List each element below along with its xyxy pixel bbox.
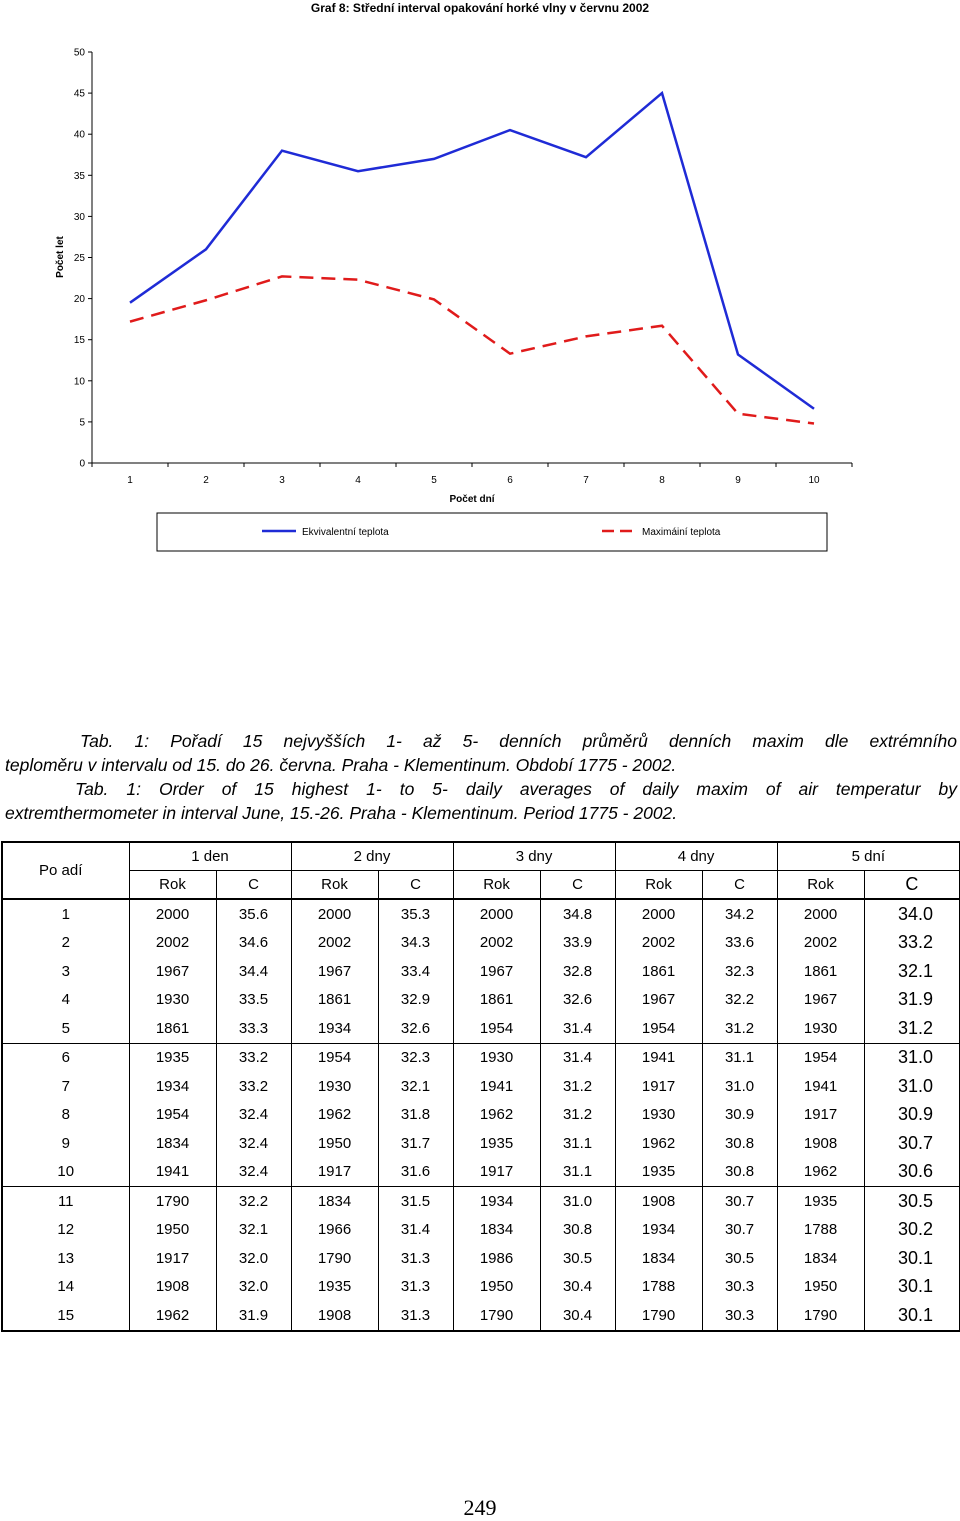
table-row	[2, 1216, 960, 1245]
table-row	[2, 1014, 960, 1043]
rank-cell: 2	[2, 929, 129, 958]
temp-cell: 32.1	[216, 1216, 291, 1245]
year-cell: 1861	[453, 986, 540, 1015]
rank-cell: 9	[2, 1129, 129, 1158]
year-cell: 1935	[453, 1129, 540, 1158]
rank-cell: 7	[2, 1072, 129, 1101]
year-cell: 1935	[291, 1273, 378, 1302]
year-header: Rok	[291, 871, 378, 900]
table-row	[2, 929, 960, 958]
temp-cell: 34.4	[216, 957, 291, 986]
temp-cell: 33.4	[378, 957, 453, 986]
temp-cell: 32.3	[702, 957, 777, 986]
year-cell: 1950	[453, 1273, 540, 1302]
x-tick-label: 9	[735, 475, 741, 486]
year-header: Rok	[129, 871, 216, 900]
year-cell: 1954	[615, 1014, 702, 1043]
temp-cell: 31.4	[540, 1014, 615, 1043]
x-tick-label: 10	[808, 475, 820, 486]
temp-cell: 31.0	[864, 1043, 960, 1072]
temp-cell: 30.4	[540, 1301, 615, 1331]
group-header: 5 dní	[777, 842, 960, 871]
ranking-table	[1, 841, 960, 1332]
temp-cell: 32.1	[864, 957, 960, 986]
temp-cell: 32.0	[216, 1273, 291, 1302]
year-cell: 1934	[291, 1014, 378, 1043]
temp-cell: 30.8	[540, 1216, 615, 1245]
year-cell: 1908	[129, 1273, 216, 1302]
year-cell: 1967	[291, 957, 378, 986]
temp-cell: 32.3	[378, 1043, 453, 1072]
year-cell: 1986	[453, 1244, 540, 1273]
x-tick-label: 7	[583, 475, 589, 486]
temp-header: C	[864, 871, 960, 900]
year-cell: 1861	[291, 986, 378, 1015]
temp-header: C	[378, 871, 453, 900]
page-number: 249	[463, 1495, 497, 1520]
year-cell: 1941	[453, 1072, 540, 1101]
chart-title: Graf 8: Střední interval opakování horké vlny v červnu 2002	[310, 1, 650, 15]
year-cell: 2000	[291, 899, 378, 929]
year-cell: 1967	[129, 957, 216, 986]
year-cell: 1941	[615, 1043, 702, 1072]
temp-cell: 30.5	[540, 1244, 615, 1273]
year-cell: 1954	[777, 1043, 864, 1072]
temp-cell: 34.3	[378, 929, 453, 958]
temp-cell: 32.0	[216, 1244, 291, 1273]
year-cell: 1861	[615, 957, 702, 986]
year-cell: 1967	[777, 986, 864, 1015]
table-row	[2, 1187, 960, 1216]
group-header: 2 dny	[291, 842, 453, 871]
legend-label: Maximáiní teplota	[642, 527, 721, 538]
year-cell: 1930	[615, 1101, 702, 1130]
temp-cell: 30.9	[702, 1101, 777, 1130]
temp-cell: 30.2	[864, 1216, 960, 1245]
table-row	[2, 1244, 960, 1273]
temp-cell: 30.1	[864, 1301, 960, 1331]
rank-cell: 10	[2, 1158, 129, 1187]
group-header: 3 dny	[453, 842, 615, 871]
year-cell: 1908	[615, 1187, 702, 1216]
legend-label: Ekvivalentní teplota	[302, 527, 389, 538]
temp-cell: 31.9	[216, 1301, 291, 1331]
temp-cell: 32.4	[216, 1101, 291, 1130]
chart-legend	[157, 513, 827, 551]
y-tick-label: 25	[73, 253, 85, 264]
temp-cell: 31.2	[702, 1014, 777, 1043]
temp-cell: 34.8	[540, 899, 615, 929]
year-cell: 1834	[615, 1244, 702, 1273]
temp-cell: 31.1	[540, 1158, 615, 1187]
table-row	[2, 899, 960, 929]
temp-cell: 35.6	[216, 899, 291, 929]
chart-ticks	[74, 48, 852, 487]
year-cell: 1861	[777, 957, 864, 986]
year-cell: 1908	[777, 1129, 864, 1158]
x-tick-label: 5	[431, 475, 437, 486]
temp-cell: 31.3	[378, 1273, 453, 1302]
year-cell: 1788	[615, 1273, 702, 1302]
y-tick-label: 15	[73, 335, 85, 347]
year-cell: 1934	[453, 1187, 540, 1216]
caption-cz-line2: teploměru v intervalu od 15. do 26. června. Praha - Klementinum. Období 1775 - 2002.	[5, 755, 677, 776]
temp-cell: 30.7	[702, 1216, 777, 1245]
year-cell: 1962	[777, 1158, 864, 1187]
table-row	[2, 986, 960, 1015]
year-cell: 1935	[129, 1043, 216, 1072]
temp-cell: 30.5	[702, 1244, 777, 1273]
year-cell: 1834	[129, 1129, 216, 1158]
temp-cell: 30.1	[864, 1273, 960, 1302]
year-cell: 1950	[129, 1216, 216, 1245]
temp-cell: 30.7	[702, 1187, 777, 1216]
year-cell: 1962	[453, 1101, 540, 1130]
x-tick-label: 4	[355, 475, 361, 486]
year-cell: 1950	[777, 1273, 864, 1302]
year-cell: 1834	[777, 1244, 864, 1273]
year-cell: 1935	[615, 1158, 702, 1187]
temp-cell: 30.8	[702, 1158, 777, 1187]
y-tick-label: 5	[79, 417, 85, 429]
table-row	[2, 1273, 960, 1302]
caption-en-line2: extremthermometer in interval June, 15.-26. Praha - Klementinum. Period 1775 - 2002.	[5, 803, 678, 824]
table-row	[2, 1072, 960, 1101]
temp-header: C	[216, 871, 291, 900]
rank-cell: 6	[2, 1043, 129, 1072]
temp-cell: 34.6	[216, 929, 291, 958]
year-cell: 2002	[615, 929, 702, 958]
temp-cell: 33.2	[216, 1072, 291, 1101]
year-cell: 2000	[777, 899, 864, 929]
y-tick-label: 35	[73, 170, 85, 182]
temp-cell: 31.2	[864, 1014, 960, 1043]
y-tick-label: 30	[73, 211, 85, 223]
x-tick-label: 1	[127, 475, 133, 486]
year-cell: 1967	[615, 986, 702, 1015]
year-cell: 1934	[129, 1072, 216, 1101]
year-cell: 2000	[453, 899, 540, 929]
rank-cell: 1	[2, 899, 129, 929]
temp-cell: 32.2	[216, 1187, 291, 1216]
x-tick-label: 6	[507, 475, 513, 486]
year-cell: 2002	[291, 929, 378, 958]
temp-cell: 32.8	[540, 957, 615, 986]
year-cell: 1962	[129, 1301, 216, 1331]
temp-cell: 32.4	[216, 1158, 291, 1187]
temp-cell: 31.6	[378, 1158, 453, 1187]
year-cell: 1967	[453, 957, 540, 986]
temp-cell: 31.3	[378, 1244, 453, 1273]
temp-cell: 30.9	[864, 1101, 960, 1130]
year-header: Rok	[777, 871, 864, 900]
caption-cz-line1: Tab. 1: Pořadí 15 nejvyšších 1- až 5- denních průměrů denních maxim dle extrémního	[80, 731, 957, 751]
table-row	[2, 1101, 960, 1130]
year-cell: 1790	[453, 1301, 540, 1331]
year-cell: 1917	[291, 1158, 378, 1187]
caption-en-line1: Tab. 1: Order of 15 highest 1- to 5- daily averages of daily maxim of air temperatur by	[75, 779, 957, 799]
rank-header: Po adí	[2, 842, 129, 899]
temp-cell: 31.8	[378, 1101, 453, 1130]
y-axis-title: Počet let	[55, 236, 66, 278]
year-cell: 1790	[129, 1187, 216, 1216]
year-cell: 1834	[453, 1216, 540, 1245]
year-cell: 1917	[777, 1101, 864, 1130]
year-cell: 1917	[129, 1244, 216, 1273]
temp-cell: 30.6	[864, 1158, 960, 1187]
temp-cell: 35.3	[378, 899, 453, 929]
temp-cell: 33.3	[216, 1014, 291, 1043]
temp-cell: 33.2	[864, 929, 960, 958]
year-cell: 1790	[777, 1301, 864, 1331]
year-header: Rok	[615, 871, 702, 900]
caption-czech	[5, 729, 957, 778]
temp-cell: 30.7	[864, 1129, 960, 1158]
year-cell: 1954	[291, 1043, 378, 1072]
temp-cell: 31.0	[864, 1072, 960, 1101]
rank-cell: 3	[2, 957, 129, 986]
table-row	[2, 1158, 960, 1187]
year-cell: 1930	[777, 1014, 864, 1043]
temp-cell: 31.0	[540, 1187, 615, 1216]
temp-cell: 32.4	[216, 1129, 291, 1158]
rank-cell: 8	[2, 1101, 129, 1130]
series-line-equivalent	[130, 93, 814, 409]
year-cell: 1941	[777, 1072, 864, 1101]
y-tick-label: 20	[73, 294, 85, 306]
temp-cell: 32.6	[378, 1014, 453, 1043]
temp-cell: 32.9	[378, 986, 453, 1015]
y-tick-label: 45	[73, 88, 85, 100]
temp-cell: 31.2	[540, 1072, 615, 1101]
year-cell: 2002	[777, 929, 864, 958]
table-row	[2, 1301, 960, 1331]
year-cell: 1930	[291, 1072, 378, 1101]
chart-series	[130, 93, 814, 424]
table-body	[2, 899, 960, 1331]
temp-cell: 31.9	[864, 986, 960, 1015]
year-cell: 1950	[291, 1129, 378, 1158]
temp-cell: 31.1	[540, 1129, 615, 1158]
year-cell: 1930	[129, 986, 216, 1015]
rank-cell: 4	[2, 986, 129, 1015]
year-cell: 1917	[453, 1158, 540, 1187]
temp-cell: 31.5	[378, 1187, 453, 1216]
year-cell: 1861	[129, 1014, 216, 1043]
group-header: 4 dny	[615, 842, 777, 871]
temp-cell: 31.0	[702, 1072, 777, 1101]
temp-cell: 31.7	[378, 1129, 453, 1158]
temp-cell: 32.1	[378, 1072, 453, 1101]
year-cell: 1962	[291, 1101, 378, 1130]
x-tick-label: 2	[203, 475, 209, 486]
temp-cell: 33.9	[540, 929, 615, 958]
temp-cell: 31.2	[540, 1101, 615, 1130]
series-line-maximum	[130, 276, 814, 423]
y-tick-label: 50	[73, 47, 85, 59]
rank-cell: 12	[2, 1216, 129, 1245]
rank-cell: 5	[2, 1014, 129, 1043]
year-cell: 1790	[615, 1301, 702, 1331]
year-cell: 2002	[453, 929, 540, 958]
temp-cell: 31.1	[702, 1043, 777, 1072]
year-cell: 1788	[777, 1216, 864, 1245]
year-cell: 1935	[777, 1187, 864, 1216]
year-cell: 1934	[615, 1216, 702, 1245]
temp-cell: 33.5	[216, 986, 291, 1015]
year-cell: 1790	[291, 1244, 378, 1273]
temp-cell: 34.2	[702, 899, 777, 929]
temp-cell: 30.3	[702, 1301, 777, 1331]
temp-cell: 32.6	[540, 986, 615, 1015]
legend-box	[157, 513, 827, 551]
x-axis-title: Počet dní	[449, 494, 495, 505]
year-cell: 1917	[615, 1072, 702, 1101]
year-cell: 2002	[129, 929, 216, 958]
x-tick-label: 8	[659, 475, 665, 486]
x-tick-label: 3	[279, 475, 285, 486]
temp-cell: 31.4	[540, 1043, 615, 1072]
temp-cell: 30.3	[702, 1273, 777, 1302]
year-cell: 1966	[291, 1216, 378, 1245]
rank-cell: 11	[2, 1187, 129, 1216]
y-tick-label: 0	[79, 458, 85, 470]
year-cell: 1954	[453, 1014, 540, 1043]
year-cell: 1908	[291, 1301, 378, 1331]
temp-cell: 30.4	[540, 1273, 615, 1302]
temp-header: C	[702, 871, 777, 900]
rank-cell: 14	[2, 1273, 129, 1302]
chart-axes	[92, 52, 852, 463]
table-row	[2, 957, 960, 986]
temp-cell: 30.1	[864, 1244, 960, 1273]
rank-cell: 13	[2, 1244, 129, 1273]
temp-header: C	[540, 871, 615, 900]
group-header: 1 den	[129, 842, 291, 871]
y-tick-label: 40	[73, 129, 85, 141]
temp-cell: 31.3	[378, 1301, 453, 1331]
year-cell: 1930	[453, 1043, 540, 1072]
temp-cell: 34.0	[864, 899, 960, 929]
year-cell: 1941	[129, 1158, 216, 1187]
table-row	[2, 1043, 960, 1072]
year-cell: 2000	[615, 899, 702, 929]
temp-cell: 33.2	[216, 1043, 291, 1072]
temp-cell: 30.8	[702, 1129, 777, 1158]
table-row	[2, 1129, 960, 1158]
year-cell: 1834	[291, 1187, 378, 1216]
y-tick-label: 10	[73, 376, 85, 388]
year-cell: 1954	[129, 1101, 216, 1130]
year-cell: 2000	[129, 899, 216, 929]
chart	[0, 0, 960, 560]
rank-cell: 15	[2, 1301, 129, 1331]
temp-cell: 31.4	[378, 1216, 453, 1245]
caption-english	[5, 777, 957, 826]
year-header: Rok	[453, 871, 540, 900]
year-cell: 1962	[615, 1129, 702, 1158]
temp-cell: 33.6	[702, 929, 777, 958]
temp-cell: 30.5	[864, 1187, 960, 1216]
temp-cell: 32.2	[702, 986, 777, 1015]
